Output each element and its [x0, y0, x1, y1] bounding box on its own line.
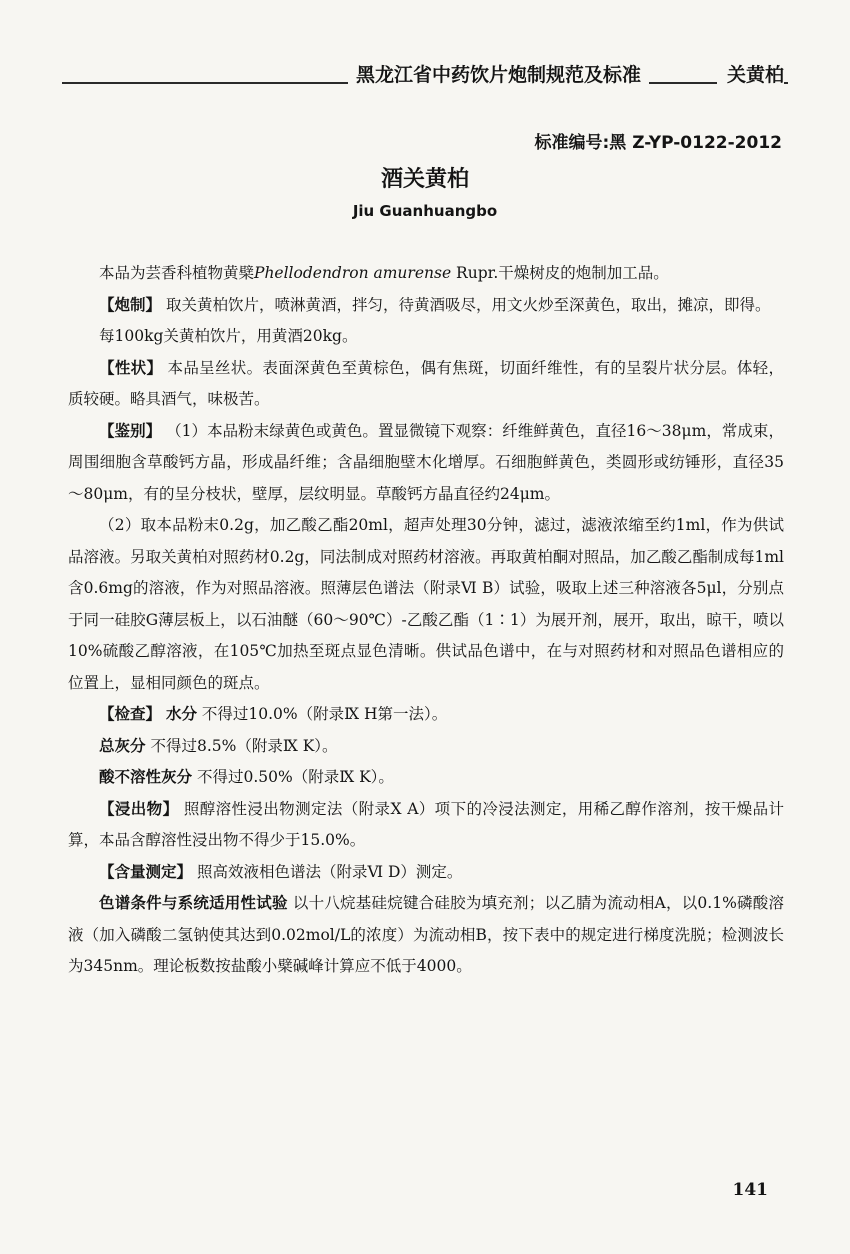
total-ash-label: 总灰分: [99, 736, 146, 755]
processing-ratio: 每100kg关黄柏饮片，用黄酒20kg。: [99, 327, 358, 345]
moisture-text: 不得过10.0%（附录Ⅸ H第一法）。: [201, 705, 448, 723]
processing-paragraph: [68, 290, 784, 322]
assay-conditions-text: 以十八烷基硅烷键合硅胶为填充剂；以乙腈为流动相A，以0.1%磷酸溶液（加入磷酸二氢钠使其达到0.02mol/L的浓度）为流动相B，按下表中的规定进行梯度洗脱；检测波长为345nm。理论板数按盐酸小檗碱峰计算应不低于4000。: [68, 894, 784, 975]
section-title: 关黄柏: [717, 60, 784, 87]
standard-number: 标准编号:黑 Z-YP-0122-2012: [534, 133, 782, 153]
acid-ash-label: 酸不溶性灰分: [99, 768, 193, 786]
characters-paragraph: [68, 353, 784, 416]
identification-item2: （2）取本品粉末0.2g，加乙酸乙酯20ml，超声处理30分钟，滤过，滤液浓缩至约1ml，作为供试品溶液。另取关黄柏对照药材0.2g，同法制成对照药材溶液。再取黄柏酮对照品，加乙酸乙酯制成每1ml含0.6mg的溶液，作为对照品溶液。照薄层色谱法（附录Ⅵ B）试验，吸取上述三种溶液各5μl，分别点于同一硅胶G薄层板上，以石油醚（60～90℃）-乙酸乙酯（1∶1）为展开剂，展开，取出，晾干，喷以10%硫酸乙醇溶液，在105℃加热至斑点显色清晰。供试品色谱中，在与对照药材和对照品色谱相应的位置上，显相同颜色的斑点。: [68, 516, 784, 692]
assay-conditions-paragraph: [68, 888, 784, 983]
processing-label: 【炮制】: [99, 295, 162, 314]
intro-paragraph: [68, 258, 784, 290]
book-title: 黑龙江省中药饮片炮制规范及标准: [348, 60, 649, 87]
extract-paragraph: [68, 794, 784, 857]
characters-label: 【性状】: [99, 358, 163, 377]
assay-text: 照高效液相色谱法（附录Ⅵ D）测定。: [196, 862, 463, 881]
assay-label: 【含量测定】: [99, 862, 193, 881]
moisture-label: 水分: [165, 705, 197, 723]
monograph-pinyin: Jiu Guanhuangbo: [352, 202, 498, 220]
identification-label: 【鉴别】: [99, 421, 162, 440]
processing-text: 取关黄柏饮片，喷淋黄酒，拌匀，待黄酒吸尽，用文火炒至深黄色，取出，摊凉，即得。: [165, 295, 771, 314]
inspection-label: 【检查】: [99, 705, 162, 723]
monograph-body: [68, 258, 784, 983]
assay-conditions-label: 色谱条件与系统适用性试验: [99, 894, 288, 912]
extract-label: 【浸出物】: [99, 799, 179, 818]
page-number: 141: [732, 1180, 768, 1200]
acid-ash-text: 不得过0.50%（附录Ⅸ K）。: [196, 768, 394, 786]
total-ash-text: 不得过8.5%（附录Ⅸ K）。: [150, 736, 338, 755]
intro-text-end: Rupr.干燥树皮的炮制加工品。: [451, 264, 669, 282]
inspection-paragraph: [68, 699, 784, 731]
total-ash-paragraph: [68, 731, 784, 763]
intro-text: 本品为芸香科植物黄檗: [99, 264, 255, 282]
assay-paragraph: [68, 857, 784, 889]
monograph-title: 酒关黄柏: [380, 167, 469, 192]
identification-paragraph: [68, 416, 784, 511]
extract-text: 照醇溶性浸出物测定法（附录Ⅹ A）项下的冷浸法测定，用稀乙醇作溶剂，按干燥品计算，本品含醇溶性浸出物不得少于15.0%。: [68, 799, 784, 849]
identification-item1: （1）本品粉末绿黄色或黄色。置显微镜下观察：纤维鲜黄色，直径16～38μm，常成束，周围细胞含草酸钙方晶，形成晶纤维；含晶细胞壁木化增厚。石细胞鲜黄色，类圆形或纺锤形，直径35～80μm，有的呈分枝状，壁厚，层纹明显。草酸钙方晶直径约24μm。: [68, 421, 784, 503]
characters-text: 本品呈丝状。表面深黄色至黄棕色，偶有焦斑，切面纤维性，有的呈裂片状分层。体轻，质较硬。略具酒气，味极苦。: [68, 358, 784, 408]
acid-ash-paragraph: [68, 762, 784, 794]
latin-name: Phellodendron amurense: [254, 264, 452, 282]
running-header: [62, 58, 788, 98]
